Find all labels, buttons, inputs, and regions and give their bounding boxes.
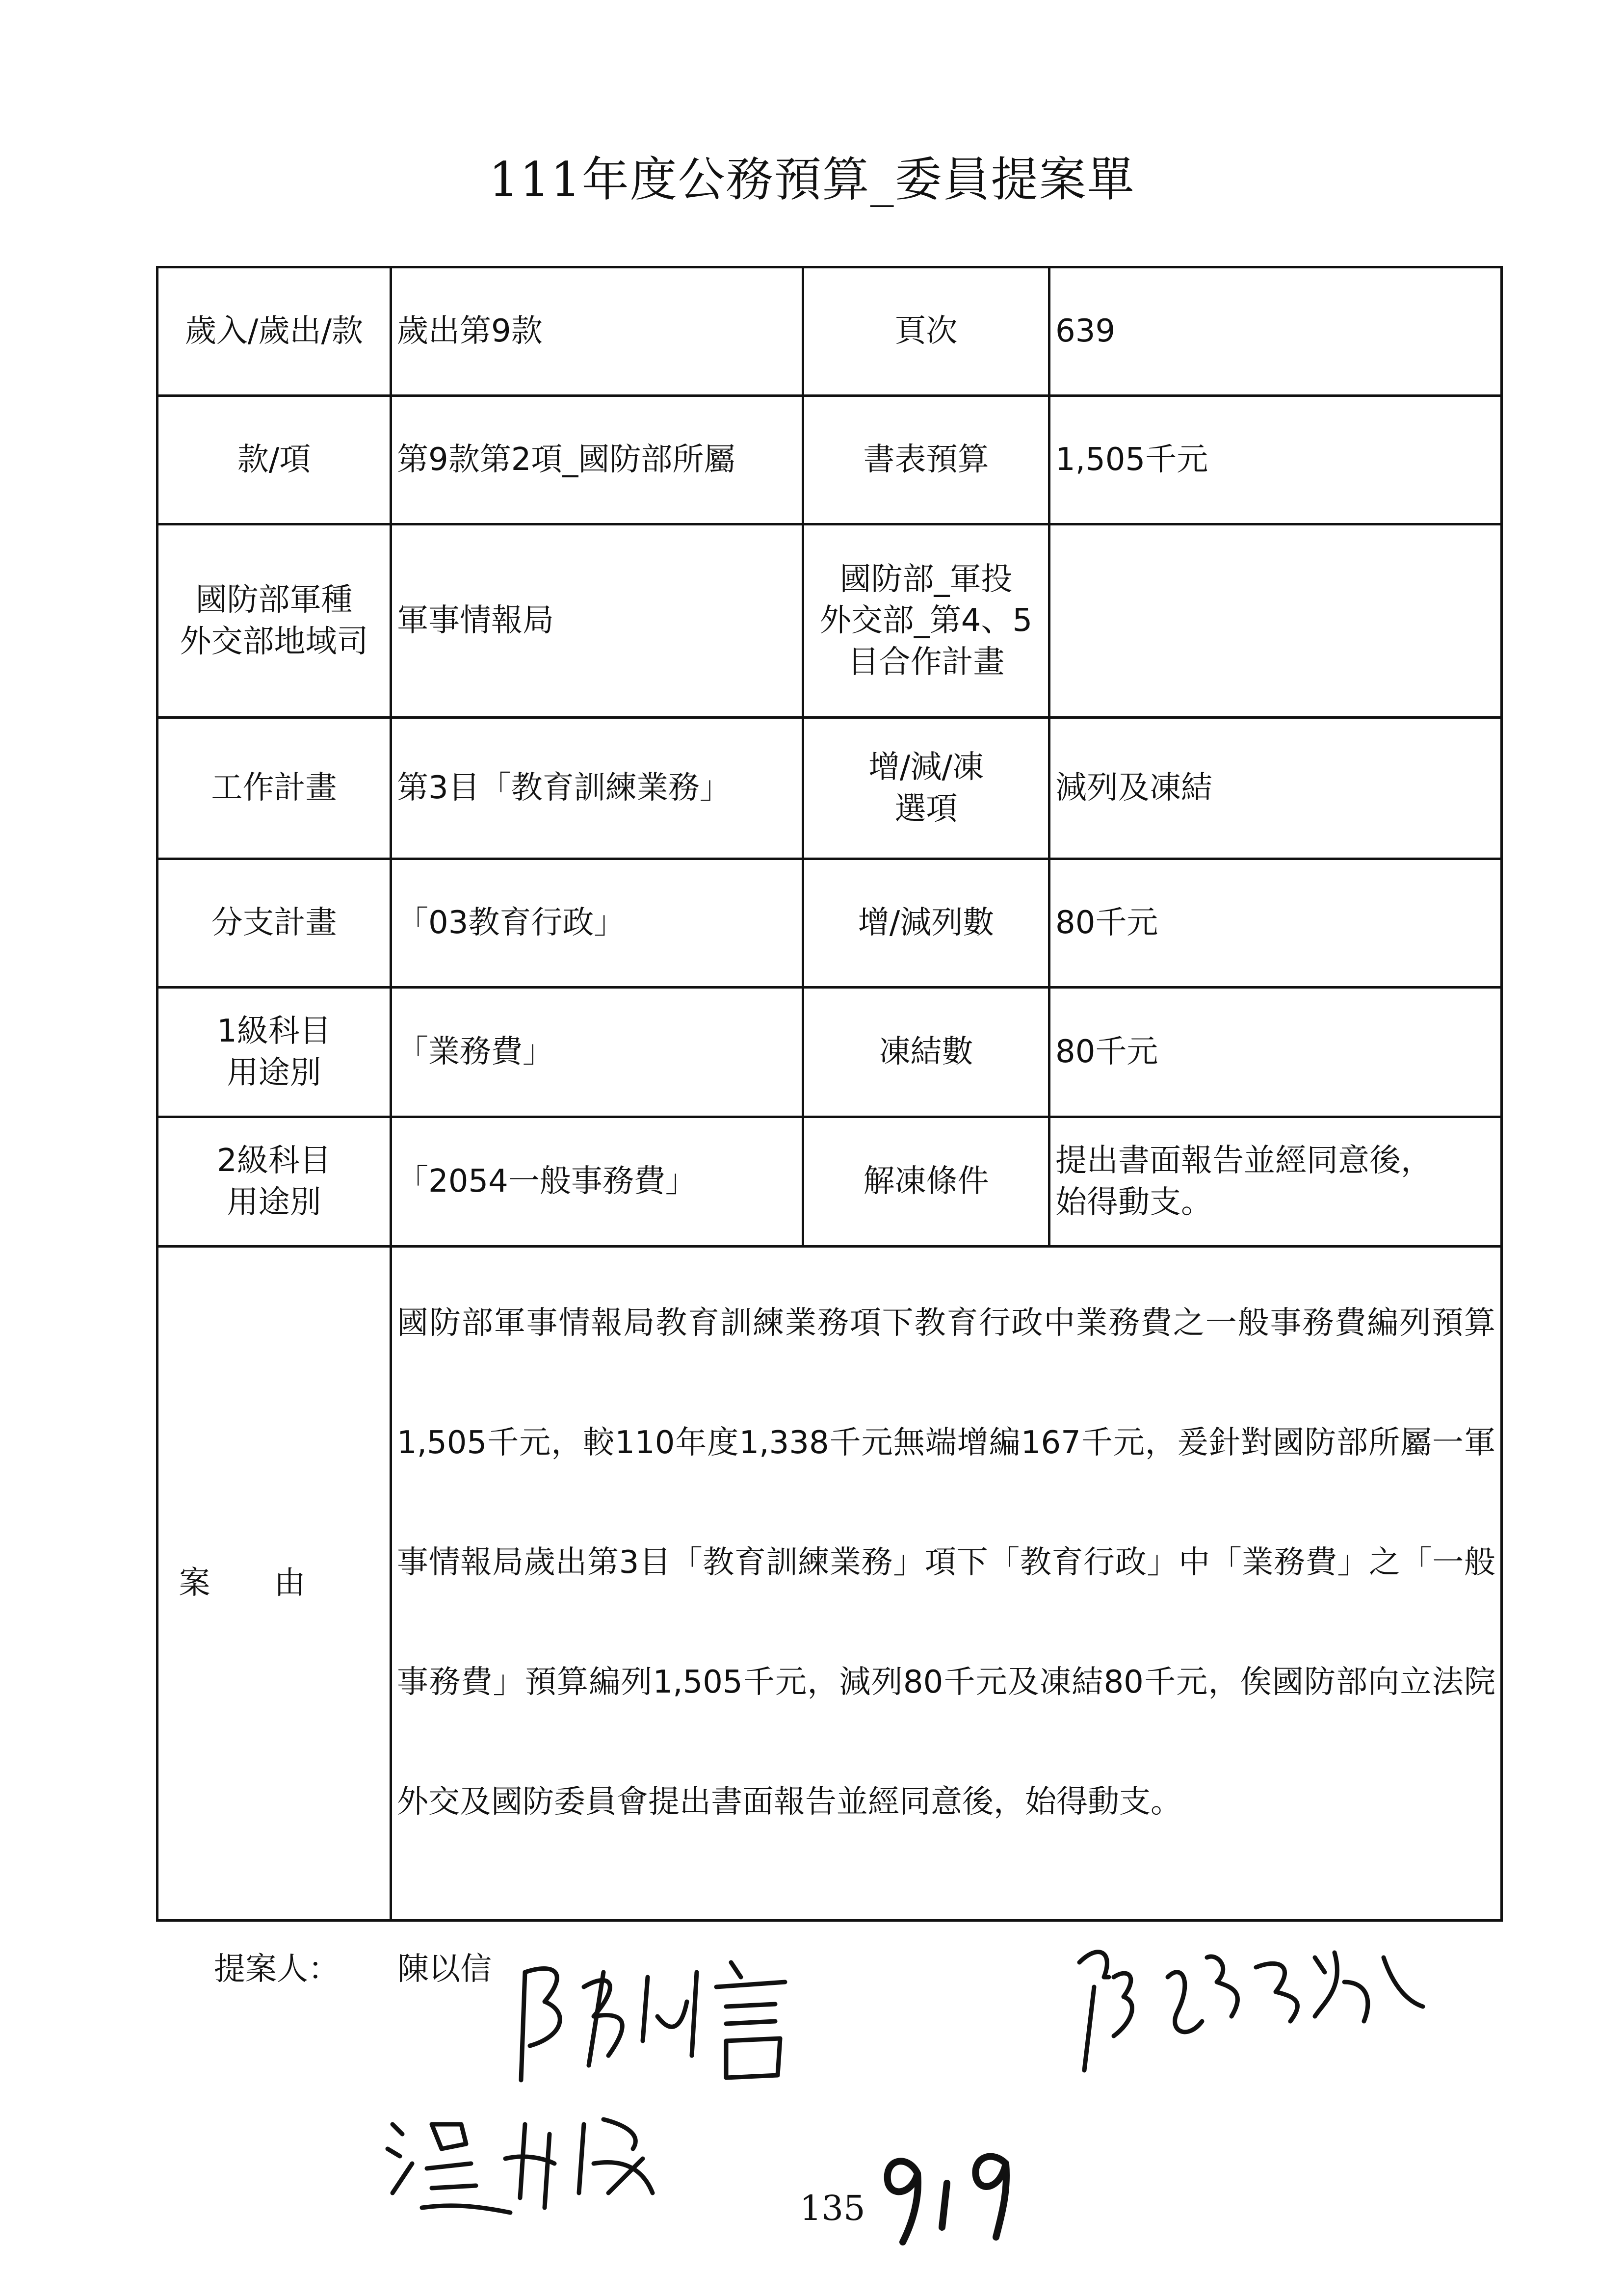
signature-wen: [378, 2095, 682, 2222]
field-value: 「03教育行政」: [391, 859, 803, 988]
field-label: [157, 988, 391, 1117]
form-row: [157, 718, 1502, 859]
proposer-name: 陳以信: [397, 1951, 492, 1987]
form-row: [157, 1117, 1502, 1247]
label-line: 增/減/凍: [868, 749, 984, 786]
field-value: [1049, 1117, 1502, 1247]
label-line: 1級科目: [217, 1013, 331, 1050]
field-label: [803, 718, 1049, 859]
field-label: 款/項: [157, 396, 391, 524]
reason-row: [157, 1247, 1502, 1921]
field-label: [803, 524, 1049, 718]
label-line: 國防部軍種: [195, 582, 353, 619]
field-value: [1049, 524, 1502, 718]
form-row: [157, 267, 1502, 396]
field-label: 工作計畫: [157, 718, 391, 859]
proposal-form-table: [156, 266, 1503, 1922]
form-row: [157, 859, 1502, 988]
page-title: 111年度公務預算_委員提案單: [489, 152, 1135, 207]
label-line: 2級科目: [217, 1143, 331, 1179]
value-line: 提出書面報告並經同意後，: [1055, 1143, 1432, 1179]
reason-cell: [391, 1247, 1502, 1921]
field-value: 第9款第2項_國防部所屬: [391, 396, 803, 524]
field-value: 軍事情報局: [391, 524, 803, 718]
field-label: 增/減列數: [803, 859, 1049, 988]
field-label: 頁次: [803, 267, 1049, 396]
label-line: 外交部_第4、5: [819, 602, 1033, 639]
form-row: [157, 396, 1502, 524]
field-label: 歲入/歲出/款: [157, 267, 391, 396]
form-row: [157, 988, 1502, 1117]
field-label: 凍結數: [803, 988, 1049, 1117]
field-value: 80千元: [1049, 859, 1502, 988]
field-value: 「業務費」: [391, 988, 803, 1117]
field-value: 第3目「教育訓練業務」: [391, 718, 803, 859]
signature-chen: [510, 1943, 834, 2090]
reason-text: 國防部軍事情報局教育訓練業務項下教育行政中業務費之一般事務費編列預算1,505千元，較110年度1,338千元無端增編167千元，爰針對國防部所屬一軍事情報局歲出第3目「教育訓練業務」項下「教育行政」中「業務費」之「一般事務費」預算編列1,505千元，減列80千元及凍結80千元，俟國防部向立法院外交及國防委員會提出書面報告並經同意後，始得動支。: [397, 1305, 1495, 1820]
label-line: 用途別: [227, 1184, 321, 1221]
label-line: 用途別: [227, 1054, 321, 1091]
field-value: 1,505千元: [1049, 396, 1502, 524]
field-label: [157, 524, 391, 718]
field-value: 「2054一般事務費」: [391, 1117, 803, 1247]
value-line: 始得動支。: [1055, 1184, 1212, 1221]
signature-lai: [1070, 1923, 1442, 2075]
reason-label: 案由: [157, 1247, 391, 1921]
field-value: 減列及凍結: [1049, 718, 1502, 859]
label-line: 外交部地域司: [180, 623, 368, 660]
field-label: 書表預算: [803, 396, 1049, 524]
label-line: 選項: [894, 790, 958, 827]
field-value: 80千元: [1049, 988, 1502, 1117]
proposer-label: 提案人：: [214, 1951, 340, 1987]
page-number: 135: [800, 2188, 865, 2228]
label-line: 目合作計畫: [847, 644, 1005, 680]
field-label: [157, 1117, 391, 1247]
field-label: 分支計畫: [157, 859, 391, 988]
field-value: 639: [1049, 267, 1502, 396]
label-line: 國防部_軍投: [839, 561, 1013, 598]
field-value: 歲出第9款: [391, 267, 803, 396]
form-row: [157, 524, 1502, 718]
field-label: 解凍條件: [803, 1117, 1049, 1247]
handwritten-number-919: [873, 2144, 1021, 2247]
